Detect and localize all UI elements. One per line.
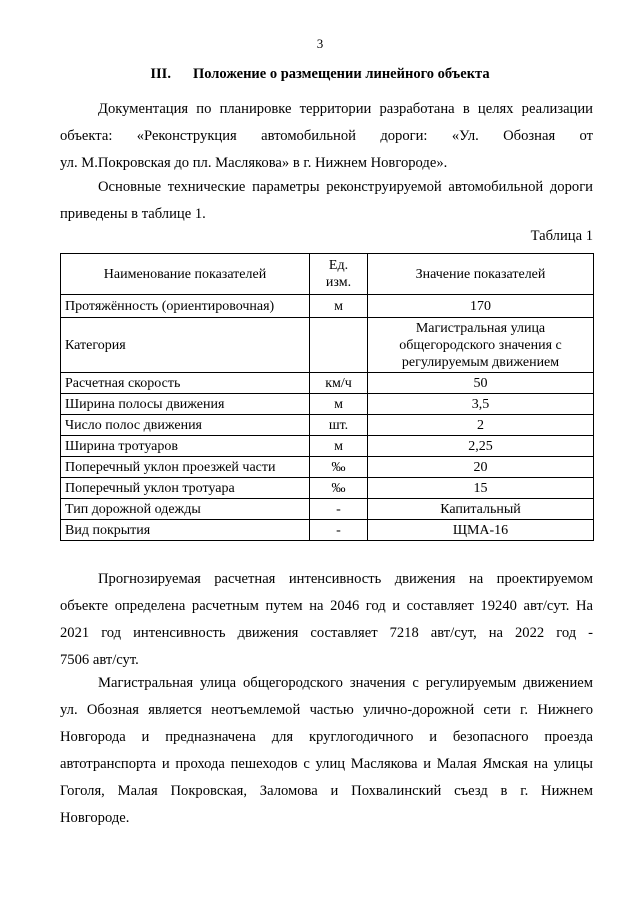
paragraph-line: 2021 год интенсивность движения составляет 7218 авт/сут, на 2022 год - — [60, 625, 593, 641]
paragraph-line: Прогнозируемая расчетная интенсивность движения на проектируемом — [98, 571, 593, 587]
paragraph-line: объекте определена расчетным путем на 2046 год и составляет 19240 авт/сут. На — [60, 598, 593, 614]
paragraph-traffic-intensity — [60, 566, 593, 674]
paragraph-street-description — [60, 670, 593, 832]
paragraph-line: 7506 авт/сут. — [60, 652, 139, 668]
paragraph-line: ул. Обозная является неотъемлемой частью улично-дорожной сети г. Нижнего — [60, 702, 593, 718]
row-value: Капитальный — [368, 499, 594, 520]
table-row — [61, 373, 594, 394]
table-row — [61, 457, 594, 478]
table-row — [61, 394, 594, 415]
row-unit: шт. — [310, 415, 368, 436]
row-unit: км/ч — [310, 373, 368, 394]
paragraph-line — [60, 123, 593, 150]
header-value: Значение показателей — [368, 254, 594, 295]
paragraph-purpose — [60, 96, 593, 177]
row-value: 3,5 — [368, 394, 594, 415]
paragraph-line: Новгорода и предназначена для круглогодичного и безопасного проезда — [60, 729, 593, 745]
row-value-line: регулируемым движением — [401, 354, 560, 370]
table-row — [61, 415, 594, 436]
table-header-row — [61, 254, 594, 295]
row-name: Расчетная скорость — [61, 373, 310, 394]
section-title: Положение о размещении линейного объекта — [192, 66, 490, 82]
table-caption: Таблица 1 — [530, 228, 593, 244]
row-value: 2 — [368, 415, 594, 436]
table-row — [61, 318, 594, 373]
section-heading — [0, 66, 640, 83]
paragraph-line: ул. М.Покровская до пл. Маслякова» в г. Нижнем Новгороде». — [60, 155, 448, 171]
paragraph-line: Магистральная улица общегородского значения с регулируемым движением — [98, 675, 593, 691]
row-value: 170 — [368, 295, 594, 318]
row-name: Вид покрытия — [61, 520, 310, 541]
header-name: Наименование показателей — [61, 254, 310, 295]
row-value — [368, 318, 594, 373]
paragraph-line: Новгороде. — [60, 810, 130, 826]
row-value: 50 — [368, 373, 594, 394]
word: дороги: — [380, 128, 428, 144]
table-row — [61, 436, 594, 457]
row-name: Ширина тротуаров — [61, 436, 310, 457]
row-value: 15 — [368, 478, 594, 499]
word: «Ул. — [451, 128, 479, 144]
row-name: Поперечный уклон проезжей части — [61, 457, 310, 478]
word: от — [579, 128, 593, 144]
word: автомобильной — [261, 128, 356, 144]
row-unit: ‰ — [310, 457, 368, 478]
word: «Реконструкция — [136, 128, 237, 144]
row-value-line: общегородского значения с — [399, 337, 562, 353]
row-value: 2,25 — [368, 436, 594, 457]
header-unit-line: изм. — [325, 275, 352, 290]
row-unit: - — [310, 499, 368, 520]
table-row — [61, 478, 594, 499]
row-value: 20 — [368, 457, 594, 478]
paragraph-line: Документация по планировке территории разработана в целях реализации — [98, 101, 593, 117]
paragraph-line: Основные технические параметры реконструируемой автомобильной дороги — [98, 179, 593, 195]
paragraph-line: автотранспорта и прохода пешеходов с улиц Маслякова и Малая Ямская на улицы — [60, 756, 593, 772]
header-unit — [310, 254, 368, 295]
row-unit: - — [310, 520, 368, 541]
word: Обозная — [503, 128, 556, 144]
paragraph-parameters-intro — [60, 174, 593, 228]
row-name: Число полос движения — [61, 415, 310, 436]
row-unit: ‰ — [310, 478, 368, 499]
row-unit: м — [310, 436, 368, 457]
row-value-line: Магистральная улица — [415, 320, 546, 336]
row-unit: м — [310, 295, 368, 318]
paragraph-line: приведены в таблице 1. — [60, 206, 206, 222]
table-row — [61, 499, 594, 520]
table-row — [61, 520, 594, 541]
row-value: ЩМА-16 — [368, 520, 594, 541]
row-name: Ширина полосы движения — [61, 394, 310, 415]
parameters-table — [60, 253, 594, 541]
paragraph-line: Гоголя, Малая Покровская, Заломова и Похвалинский съезд в г. Нижнем — [60, 783, 593, 799]
row-name: Тип дорожной одежды — [61, 499, 310, 520]
word: объекта: — [60, 128, 113, 144]
row-name: Протяжённость (ориентировочная) — [61, 295, 310, 318]
row-unit: м — [310, 394, 368, 415]
table-row — [61, 295, 594, 318]
header-unit-line: Ед. — [328, 258, 349, 273]
section-number: III. — [150, 66, 171, 82]
row-unit — [310, 318, 368, 373]
page-number: 3 — [316, 36, 324, 51]
row-name: Поперечный уклон тротуара — [61, 478, 310, 499]
row-name: Категория — [61, 318, 310, 373]
